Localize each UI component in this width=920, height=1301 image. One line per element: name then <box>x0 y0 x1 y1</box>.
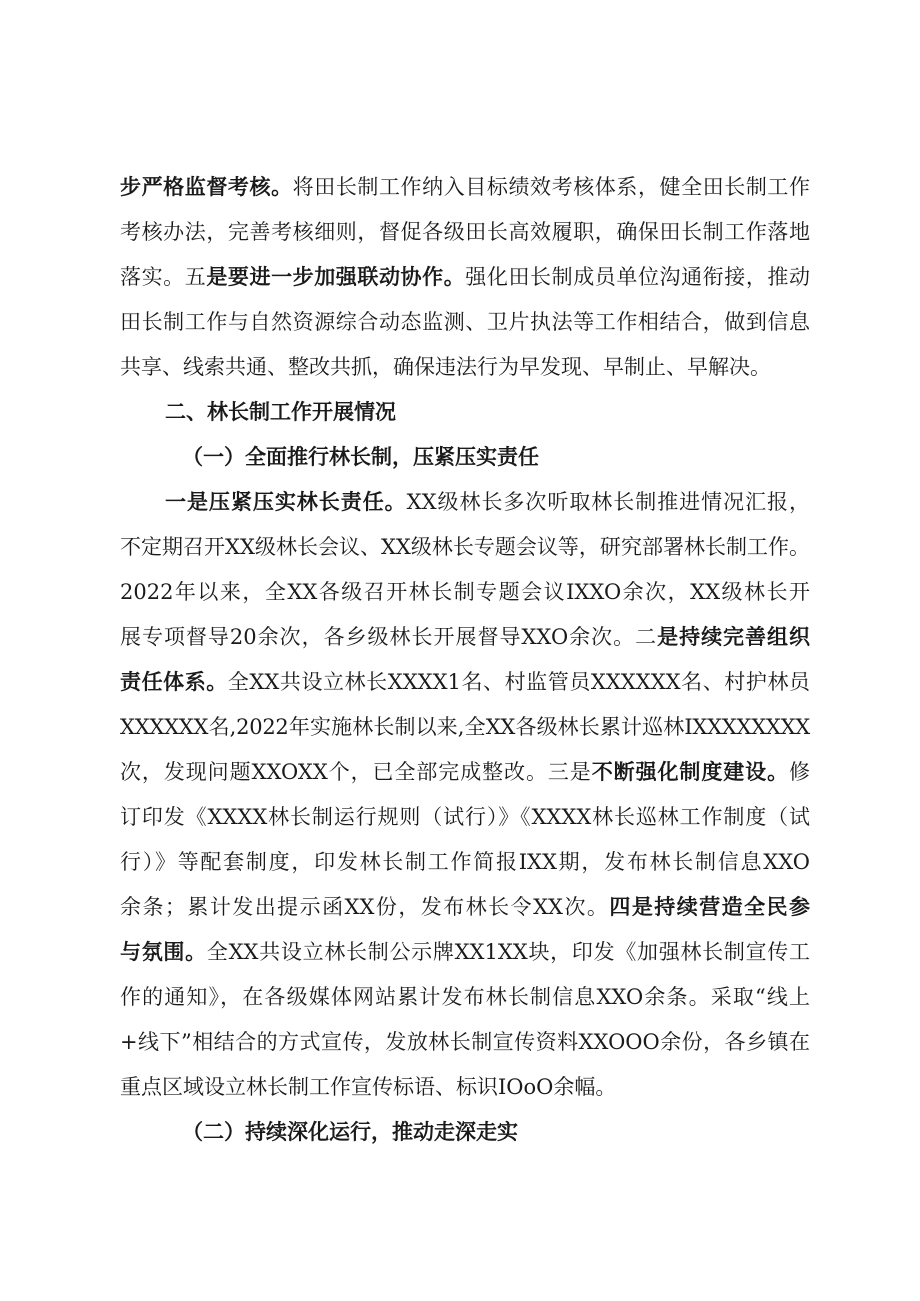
text-line <box>120 172 810 202</box>
text-line <box>120 712 810 742</box>
text-line <box>120 847 810 877</box>
text-line <box>120 802 810 832</box>
text-span: 全XX共设立林长XXXX1名、村监管员XXXXXX名、村护林员 <box>227 670 811 694</box>
text-span: 展专项督导20余次，各乡级林长开展督导XXO余次。二 <box>120 625 658 649</box>
section-heading: 二、林长制工作开展情况 <box>165 399 396 424</box>
text-span: 强化田长制成员单位沟通衔接，推动 <box>465 265 811 289</box>
bold-phrase: 一是压紧压实林长责任。 <box>165 489 407 514</box>
text-span: 次，发现问题XXOXX个，已全部完成整改。三是 <box>120 760 592 784</box>
text-line <box>120 307 810 337</box>
text-line <box>120 622 810 652</box>
text-line <box>120 262 810 292</box>
text-line <box>120 1072 810 1102</box>
text-span: 全XX共设立林长制公示牌XX1XX块，印发《加强林长制宣传工 <box>206 940 811 964</box>
text-span: 2022年以来，全XX各级召开林长制专题会议IXXO余次，XX级林长开 <box>120 580 810 604</box>
text-line <box>120 577 810 607</box>
text-span: 共享、线索共通、整改共抓，确保违法行为早发现、早制止、早解决。 <box>120 355 771 379</box>
bold-phrase: 是要进一步加强联动协作。 <box>206 264 466 289</box>
text-line <box>120 532 810 562</box>
text-line <box>120 352 810 382</box>
text-span: 作的通知》，在各级媒体网站累计发布林长制信息XXO余条。采取“线上 <box>120 985 810 1009</box>
text-span: 订印发《XXXX林长制运行规则（试行）》《XXXX林长巡林工作制度（试 <box>120 805 810 829</box>
text-span: 田长制工作与自然资源综合动态监测、卫片执法等工作相结合，做到信息 <box>120 310 810 334</box>
text-span: 将田长制工作纳入目标绩效考核体系，健全田长制工作 <box>292 175 811 199</box>
bold-phrase: 与氛围。 <box>120 939 207 964</box>
text-span: XXXXXX名,2022年实施林长制以来,全XX各级林长累计巡林IXXXXXXXX <box>120 715 810 739</box>
text-span: 行）》等配套制度，印发林长制工作简报IXX期，发布林长制信息XXO <box>120 850 810 874</box>
subheading: （一）全面推行林长制，压紧压实责任 <box>182 444 539 469</box>
text-span: 修 <box>789 760 811 784</box>
text-line <box>120 982 810 1012</box>
bold-phrase: 四是持续营造全民参 <box>609 894 810 919</box>
bold-phrase: 是持续完善组织 <box>657 624 811 649</box>
text-line <box>120 667 810 697</box>
text-span: 考核办法，完善考核细则，督促各级田长高效履职，确保田长制工作落地 <box>120 220 810 244</box>
text-span: 余条；累计发出提示函XX份，发布林长令XX次。 <box>120 895 610 919</box>
text-line <box>120 1027 810 1057</box>
text-span: 落实。五 <box>120 265 207 289</box>
text-line <box>165 487 810 517</box>
text-line <box>120 217 810 247</box>
bold-phrase: 步严格监督考核。 <box>120 174 293 199</box>
text-span: 重点区域设立林长制工作宣传标语、标识IOoO余幅。 <box>120 1075 617 1099</box>
text-line <box>120 757 810 787</box>
text-line <box>120 892 810 922</box>
text-line <box>120 937 810 967</box>
text-span: XX级林长多次听取林长制推进情况汇报， <box>406 490 811 514</box>
subheading: （二）持续深化运行，推动走深走实 <box>182 1119 518 1144</box>
text-span: +线下”相结合的方式宣传，发放林长制宣传资料XXOOO余份，各乡镇在 <box>120 1030 810 1054</box>
bold-phrase: 责任体系。 <box>120 669 228 694</box>
bold-phrase: 不断强化制度建设。 <box>591 759 790 784</box>
text-span: 不定期召开XX级林长会议、XX级林长专题会议等，研究部署林长制工作。 <box>120 535 810 559</box>
